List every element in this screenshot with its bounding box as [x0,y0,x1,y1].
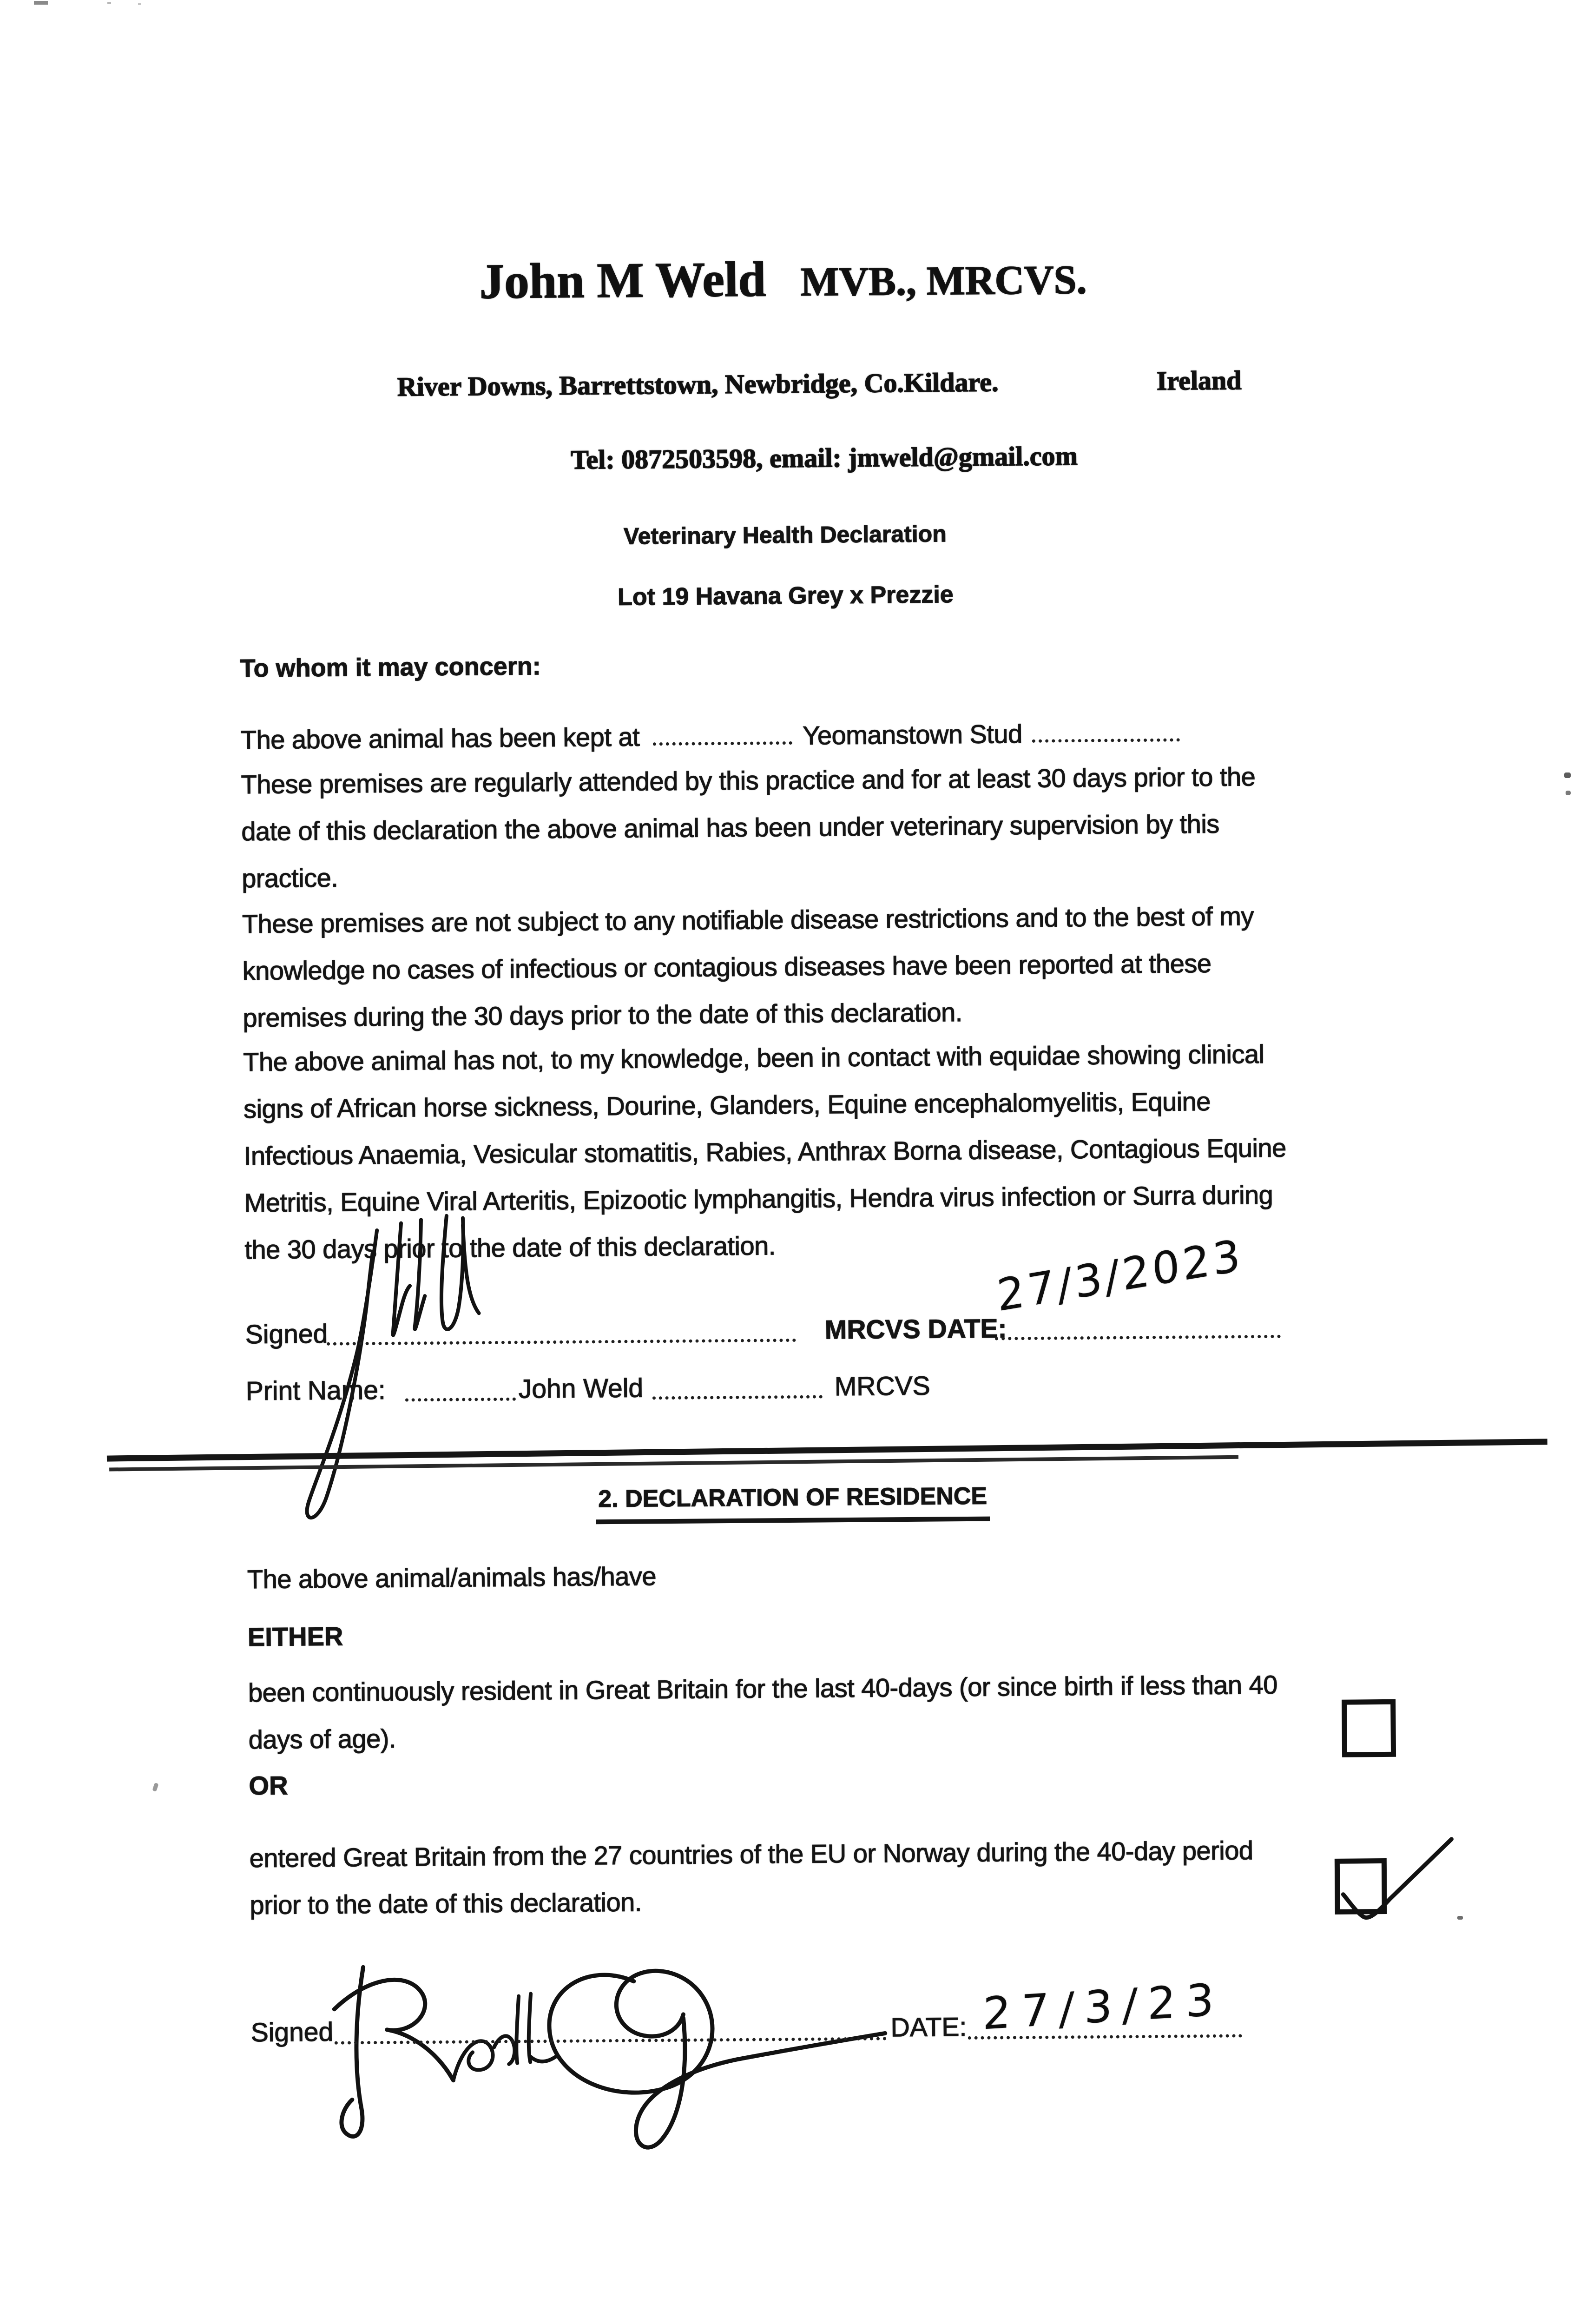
residence-intro: The above animal/animals has/have [247,1561,657,1594]
print-name-value: John Weld [518,1373,644,1404]
paragraph-line: The above animal has not, to my knowledge, been in contact with equidae showing clinical [243,1039,1264,1077]
date-label-2: DATE: [890,2012,967,2043]
signed-label: Signed [245,1319,328,1350]
paragraph-line: These premises are not subject to any notifiable disease restrictions and to the best of my [242,901,1254,939]
scan-speck [107,2,111,4]
paragraph-line: Metritis, Equine Viral Arteritis, Epizootic lymphangitis, Hendra virus infection or Surra during [244,1180,1273,1218]
mrcvs-suffix: MRCVS [834,1371,930,1402]
paragraph-line: the 30 days prior to the date of this declaration. [244,1231,776,1265]
either-clause [248,1661,1278,1763]
paragraph-line: been continuously resident in Great Britain for the last 40-days (or since birth if less than 40 [248,1670,1278,1708]
dotted-leader [652,1395,823,1400]
lot-subtitle: Lot 19 Havana Grey x Prezzie [617,581,954,611]
document-title: Veterinary Health Declaration [623,521,947,549]
paragraph-line: knowledge no cases of infectious or contagious diseases have been reported at these [242,948,1211,986]
letterhead-contact: Tel: 0872503598, email: jmweld@gmail.com [570,441,1078,475]
salutation: To whom it may concern: [240,652,541,683]
or-clause [249,1827,1253,1928]
dotted-leader [1032,733,1180,742]
kept-at-prefix: The above animal has been kept at [240,722,640,755]
either-checkbox [1342,1699,1396,1757]
paragraph-line: prior to the date of this declaration. [250,1887,642,1920]
letterhead-credentials: MVB., MRCVS. [800,257,1087,305]
dotted-leader [653,737,792,746]
kept-at-value: Yeomanstown Stud [802,719,1022,750]
date-line [995,1335,1281,1340]
paragraph-line: Infectious Anaemia, Vesicular stomatitis, Rabies, Anthrax Borna disease, Contagious Equine [244,1133,1287,1171]
paragraph-line: premises during the 30 days prior to the date of this declaration. [243,997,963,1033]
paragraph-no-restrictions [242,892,1255,1041]
letterhead [0,245,1573,315]
or-label: OR [249,1770,288,1801]
paragraph-line: signs of African horse sickness, Dourine, Glanders, Equine encephalomyelitis, Equine [243,1086,1211,1124]
either-label: EITHER [247,1621,343,1652]
signed-label-2: Signed [250,2017,334,2048]
handwritten-date-2: 27/3/23 [982,1974,1224,2040]
paragraph-line: date of this declaration the above animal has been under veterinary supervision by this [241,809,1220,846]
paragraph-line: days of age). [248,1723,396,1755]
letterhead-country: Ireland [1156,365,1242,396]
section2-heading: 2. DECLARATION OF RESIDENCE [595,1482,990,1525]
section2-heading-row [2,1478,1580,1529]
dotted-leader [405,1398,516,1402]
paragraph-premises-attended [241,753,1256,902]
mrcvs-date-label: MRCVS DATE: [824,1314,1007,1345]
scan-speck [34,1,48,5]
or-tick-mark [1320,1822,1470,1934]
letterhead-name: John M Weld [479,252,766,310]
handwritten-date: 27/3/2023 [995,1230,1245,1322]
paragraph-line: entered Great Britain from the 27 countries of the EU or Norway during the 40-day period [249,1835,1253,1873]
letterhead-address: River Downs, Barrettstown, Newbridge, Co.Kildare. [397,367,999,402]
paragraph-line: These premises are regularly attended by this practice and for at least 30 days prior to the [241,762,1256,799]
paragraph-line: practice. [241,863,338,893]
print-name-label: Print Name: [245,1375,386,1406]
